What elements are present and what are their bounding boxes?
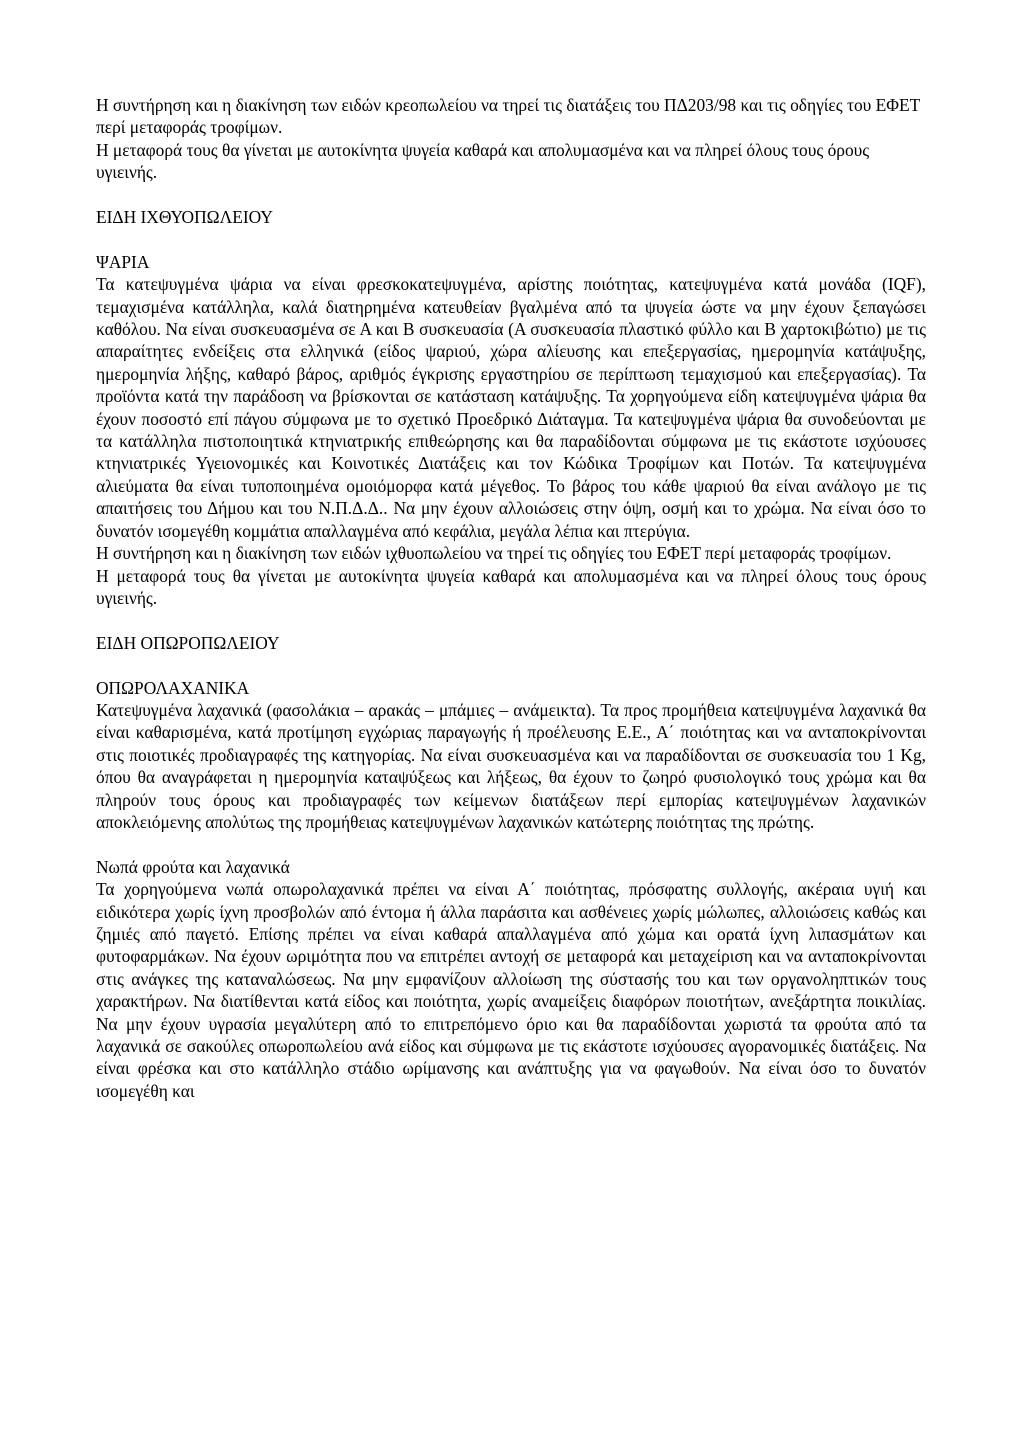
fish-paragraph-2: Η συντήρηση και η διακίνηση των ειδών ιχθυοπωλείου να τηρεί τις οδηγίες του ΕΦΕΤ περί μεταφοράς τροφίμων.	[96, 543, 892, 564]
spacer	[96, 184, 926, 206]
section-heading-fruit: ΕΙΔΗ ΟΠΩΡΟΠΩΛΕΙΟΥ	[96, 632, 280, 653]
fresh-produce-paragraph-1: Τα χορηγούμενα νωπά οπωρολαχανικά πρέπει να είναι Α΄ ποιότητας, πρόσφατης συλλογής, ακέραια υγιή και ειδικότερα χωρίς ίχνη προσβολών από έντομα ή άλλα παράσιτα και ασθένειες χωρίς μώλωπες, αλλοιώσεις καθώς και ζημιές από παγετό. Επίσης πρέπει να είναι καθαρά απαλλαγμένα από χώμα και ορατά ίχνη λιπασμάτων και φυτοφαρμάκων. Να έχουν ωριμότητα που να επιτρέπει αντοχή σε μεταφορά και μεταχείριση και να ανταποκρίνονται στις ανάγκες της καταναλώσεως. Να μην εμφανίζουν αλλοίωση της σύστασής του και των οργανοληπτικών τους χαρακτήρων. Να διατίθενται κατά είδος και ποιότητα, χωρίς αναμείξεις διαφόρων ποιοτήτων, ανεξάρτητα ποικιλίας. Να μην έχουν υγρασία μεγαλύτερη από το επιτρεπόμενο όριο και θα παραδίδονται χωριστά τα φρούτα από τα λαχανικά σε σακούλες οπωροπωλείου ανά είδος και σύμφωνα με τις εκάστοτε ισχύουσες αγορανομικές διατάξεις. Να είναι φρέσκα και στο κατάλληλο στάδιο ωρίμανσης και ανάπτυξης για να φαγωθούν. Να είναι όσο το δυνατόν ισομεγέθη και	[96, 879, 926, 1101]
spacer	[96, 609, 926, 631]
spacer	[96, 654, 926, 676]
vegetables-paragraph-1: Κατεψυγμένα λαχανικά (φασολάκια – αρακάς – μπάμιες – ανάμεικτα). Τα προς προμήθεια κατεψυγμένα λαχανικά θα είναι καθαρισμένα, κατά προτίμηση εγχώριας παραγωγής ή προέλευσης Ε.Ε., Α΄ ποιότητας και να ανταποκρίνονται στις ποιοτικές προδιαγραφές της κατηγορίας. Να είναι συσκευασμένα και να παραδίδονται σε συσκευασία του 1 Kg, όπου θα αναγράφεται η ημερομηνία καταψύξεως και λήξεως, θα έχουν το ζωηρό φυσιολογικό τους χρώμα και θα πληρούν τους όρους και προδιαγραφές των κείμενων διατάξεων περί εμπορίας κατεψυγμένων λαχανικών αποκλειόμενης απολύτως της προμήθειας κατεψυγμένων λαχανικών κατώτερης ποιότητας της πρώτης.	[96, 699, 926, 832]
fish-paragraph-1: Τα κατεψυγμένα ψάρια να είναι φρεσκοκατεψυγμένα, αρίστης ποιότητας, κατεψυγμένα κατά μονάδα (IQF), τεμαχισμένα κατάλληλα, καλά διατηρημένα κατευθείαν βγαλμένα από τα ψυγεία ώστε να μην έχουν ξεπαγώσει καθόλου. Να είναι συσκευασμένα σε Α και Β συσκευασία (Α συσκευασία πλαστικό φύλλο και Β χαρτοκιβώτιο) με τις απαραίτητες ενδείξεις στα ελληνικά (είδος ψαριού, χώρα αλίευσης και επεξεργασίας, ημερομηνία κατάψυξης, ημερομηνία λήξης, καθαρό βάρος, αριθμός έγκρισης εργαστηρίου σε περίπτωση τεμαχισμού και επεξεργασίας). Τα προϊόντα κατά την παράδοση να βρίσκονται σε κατάσταση κατάψυξης. Τα χορηγούμενα είδη κατεψυγμένα ψάρια θα έχουν ποσοστό επί πάγου σύμφωνα με το σχετικό Προεδρικό Διάταγμα. Τα κατεψυγμένα ψάρια θα συνοδεύονται με τα κατάλληλα πιστοποιητικά κτηνιατρικής επιθεώρησης και θα παραδίδονται σύμφωνα με τις εκάστοτε ισχύουσες κτηνιατρικές Υγειονομικές και Κοινοτικές Διατάξεις και τον Κώδικα Τροφίμων και Ποτών. Τα κατεψυγμένα αλιεύματα θα είναι τυποποιημένα ομοιόμορφα κατά μέγεθος. Το βάρος του κάθε ψαριού θα είναι ανάλογο με τις απαιτήσεις του Δήμου και του Ν.Π.Δ.Δ.. Να μην έχουν αλλοιώσεις στην όψη, οσμή και το χρώμα. Να είναι όσο το δυνατόν ισομεγέθη κομμάτια απαλλαγμένα από κεφάλια, μεγάλα λέπια και πτερύγια.	[96, 274, 926, 541]
spacer	[96, 228, 926, 250]
spacer	[96, 833, 926, 855]
intro-paragraph-1: Η συντήρηση και η διακίνηση των ειδών κρεοπωλείου να τηρεί τις διατάξεις του ΠΔ203/98 και τις οδηγίες του ΕΦΕΤ περί μεταφοράς τροφίμων.	[96, 95, 920, 138]
subheading-fish: ΨΑΡΙΑ	[96, 251, 150, 272]
document-page	[96, 94, 926, 1102]
intro-paragraph-2: Η μεταφορά τους θα γίνεται με αυτοκίνητα ψυγεία καθαρά και απολυμασμένα και να πληρεί όλους τους όρους υγιεινής.	[96, 139, 870, 183]
subheading-vegetables: ΟΠΩΡΟΛΑΧΑΝΙΚΑ	[96, 677, 250, 698]
fish-paragraph-3: Η μεταφορά τους θα γίνεται με αυτοκίνητα ψυγεία καθαρά και απολυμασμένα και να πληρεί όλους τους όρους υγιεινής.	[96, 565, 926, 608]
section-heading-fish: ΕΙΔΗ ΙΧΘΥΟΠΩΛΕΙΟΥ	[96, 207, 273, 228]
subheading-fresh-produce: Νωπά φρούτα και λαχανικά	[96, 856, 290, 877]
